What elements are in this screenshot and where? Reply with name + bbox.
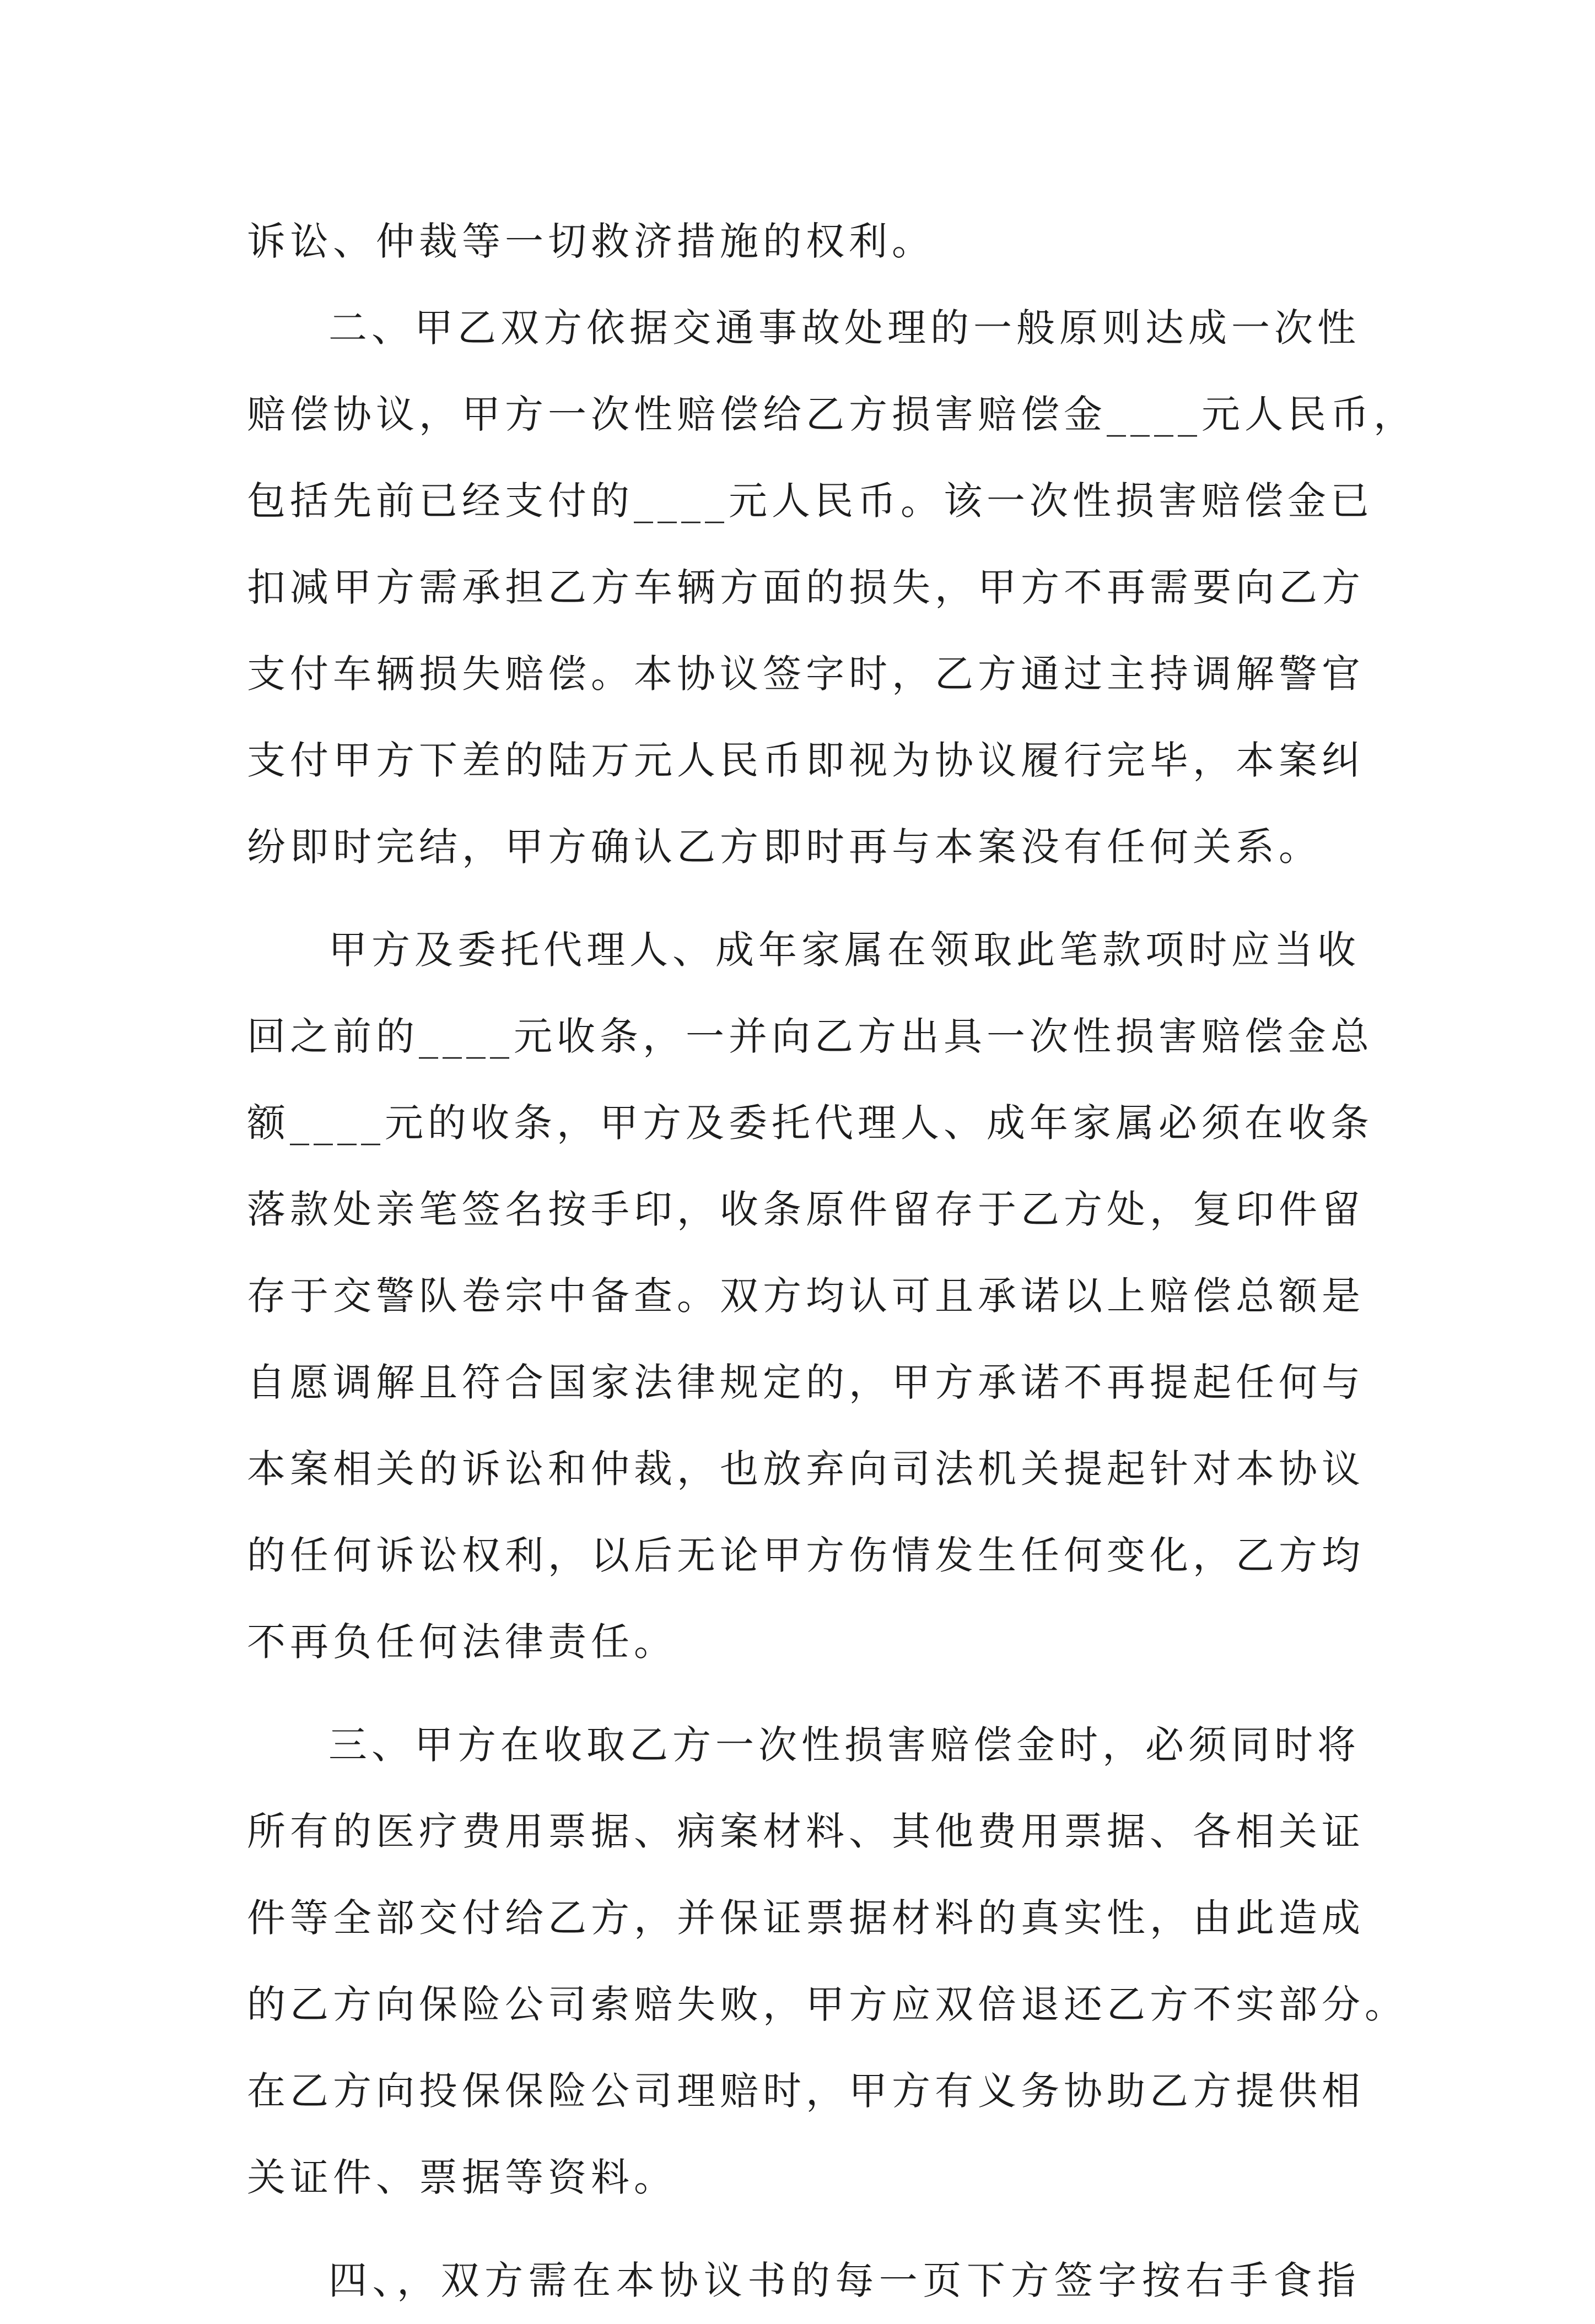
- text-line: 扣减甲方需承担乙方车辆方面的损失，甲方不再需要向乙方: [247, 565, 1365, 610]
- text-line: 本案相关的诉讼和仲裁，也放弃向司法机关提起针对本协议: [247, 1446, 1365, 1491]
- text-line: 关证件、票据等资料。: [247, 2155, 677, 2200]
- text-line: 支付甲方下差的陆万元人民币即视为协议履行完毕，本案纠: [247, 738, 1365, 783]
- text-line: 甲方及委托代理人、成年家属在领取此笔款项时应当收: [328, 927, 1360, 972]
- paragraph-gap: [247, 890, 1360, 907]
- text-line: 支付车辆损失赔偿。本协议签字时，乙方通过主持调解警官: [247, 651, 1365, 696]
- paragraph-gap: [247, 1685, 1360, 1702]
- text-line: 诉讼、仲裁等一切救济措施的权利。: [247, 219, 935, 264]
- paragraph-continuation: [247, 198, 1360, 285]
- text-line: 包括先前已经支付的____元人民币。该一次性损害赔偿金已: [247, 478, 1373, 523]
- text-line: 不再负任何法律责任。: [247, 1619, 677, 1664]
- text-line: 自愿调解且符合国家法律规定的，甲方承诺不再提起任何与: [247, 1360, 1365, 1405]
- paragraph-receipt-terms: [247, 907, 1373, 1685]
- text-line: 二、甲乙双方依据交通事故处理的一般原则达成一次性: [328, 305, 1360, 350]
- text-line: 三、甲方在收取乙方一次性损害赔偿金时，必须同时将: [328, 1722, 1360, 1768]
- document-body: [247, 198, 1416, 2324]
- text-line: 存于交警队卷宗中备查。双方均认可且承诺以上赔偿总额是: [247, 1273, 1365, 1318]
- text-line: 赔偿协议，甲方一次性赔偿给乙方损害赔偿金____元人民币，: [247, 392, 1416, 437]
- text-line: 四、，双方需在本协议书的每一页下方签字按右手食指: [328, 2258, 1360, 2303]
- paragraph-clause-three: [247, 1702, 1408, 2221]
- text-line: 的乙方向保险公司索赔失败，甲方应双倍退还乙方不实部分。: [247, 1982, 1408, 2027]
- text-line: 在乙方向投保保险公司理赔时，甲方有义务协助乙方提供相: [247, 2068, 1365, 2114]
- text-line: 回之前的____元收条，一并向乙方出具一次性损害赔偿金总: [247, 1014, 1373, 1059]
- paragraph-gap: [247, 2221, 1360, 2237]
- paragraph-clause-four: [247, 2237, 1360, 2324]
- text-line: 件等全部交付给乙方，并保证票据材料的真实性，由此造成: [247, 1895, 1365, 1941]
- paragraph-clause-two: [247, 285, 1416, 890]
- text-line: 纷即时完结，甲方确认乙方即时再与本案没有任何关系。: [247, 824, 1322, 869]
- text-line: 落款处亲笔签名按手印，收条原件留存于乙方处，复印件留: [247, 1187, 1365, 1232]
- text-line: 所有的医疗费用票据、病案材料、其他费用票据、各相关证: [247, 1809, 1365, 1854]
- text-line: 的任何诉讼权利，以后无论甲方伤情发生任何变化，乙方均: [247, 1533, 1365, 1578]
- text-line: 额____元的收条，甲方及委托代理人、成年家属必须在收条: [247, 1100, 1373, 1145]
